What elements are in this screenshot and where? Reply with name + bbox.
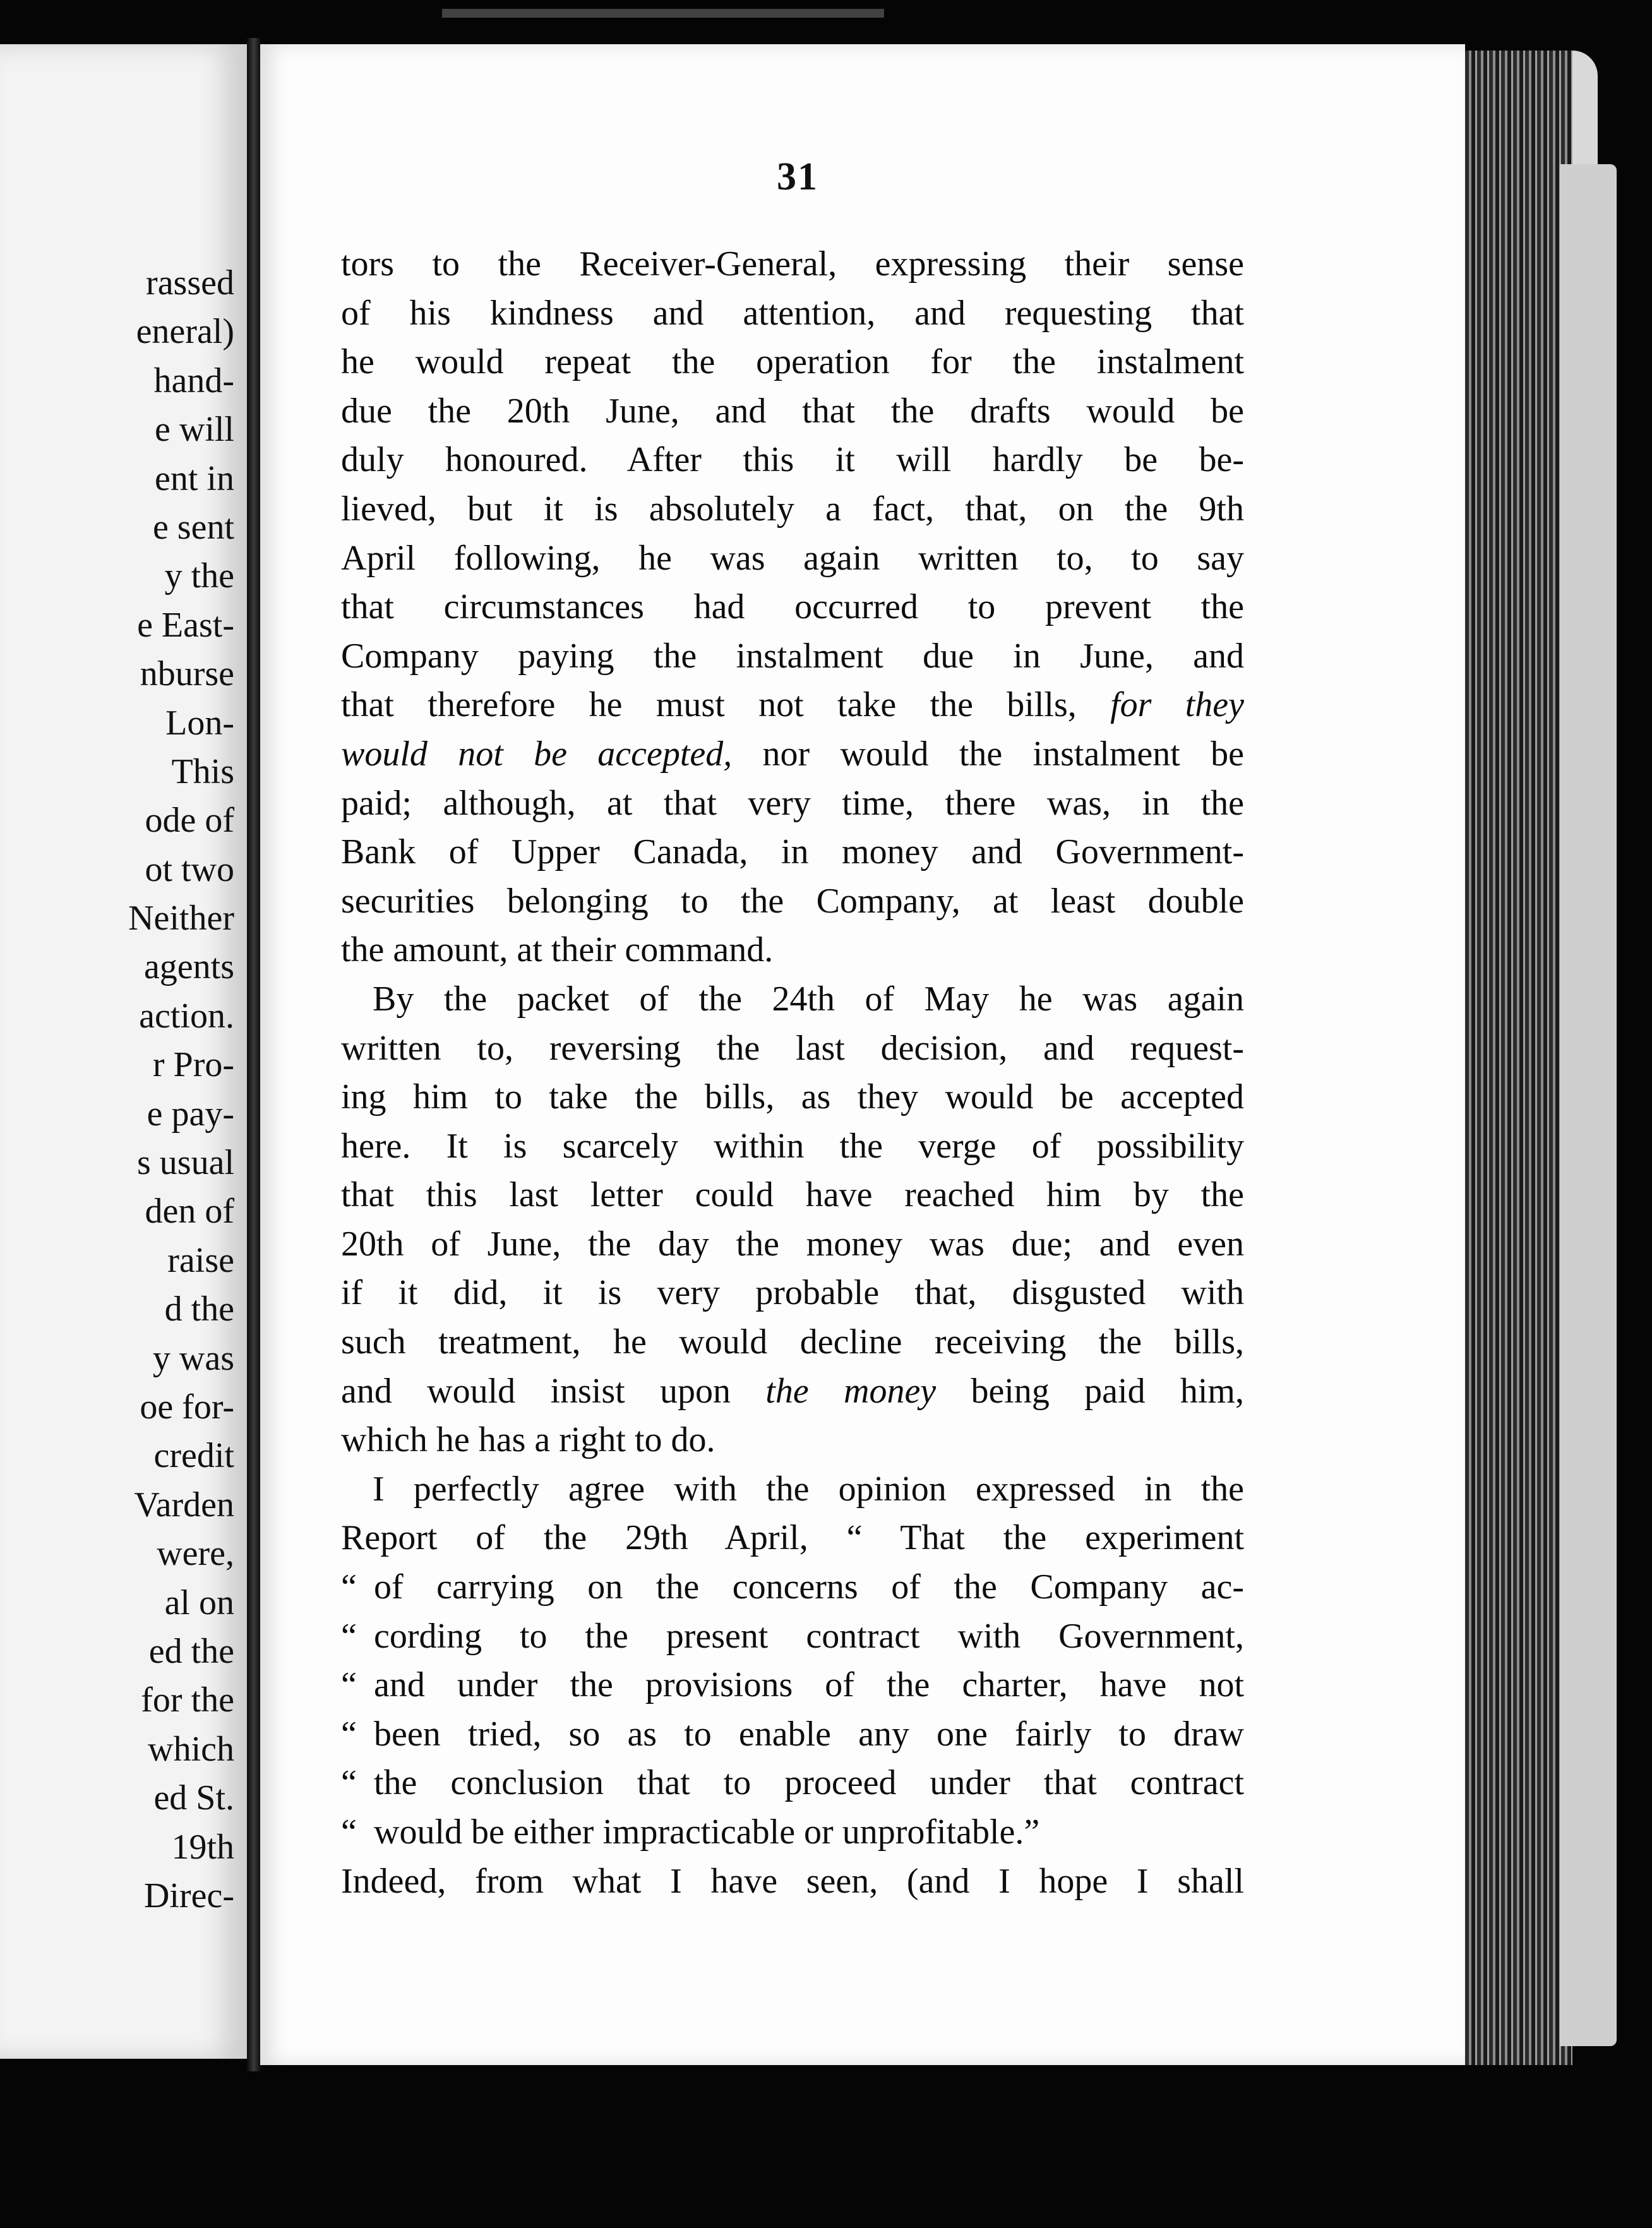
left-line: oe for- [140, 1387, 234, 1427]
text-line: Report of the 29th April, “ That the experiment [341, 1518, 1244, 1558]
text-run: nor would the instalment be [762, 734, 1244, 774]
text-run: that therefore he must not take the bills, [341, 685, 1077, 725]
text-line: duly honoured. After this it will hardly be be- [341, 440, 1244, 480]
left-line: were, [157, 1534, 234, 1574]
page-body-text [341, 240, 1244, 1906]
text-line: that circumstances had occurred to prevent the [341, 587, 1244, 627]
quoted-line: “ of carrying on the concerns of the Company ac- [341, 1563, 1244, 1612]
left-page [0, 44, 247, 2059]
left-line: Direc- [143, 1876, 234, 1915]
text-line: 20th of June, the day the money was due; and even [341, 1224, 1244, 1264]
quoted-line: “ cording to the present contract with Government, [341, 1612, 1244, 1662]
left-line: action. [139, 996, 234, 1036]
quoted-line: “ the conclusion that to proceed under that contract [341, 1759, 1244, 1808]
top-edge-shadow [442, 9, 884, 18]
left-line: d the [164, 1290, 234, 1329]
left-line: e pay- [147, 1094, 234, 1134]
text-line: paid; although, at that very time, there was, in the [341, 783, 1244, 823]
text-line: if it did, it is very probable that, disgusted with [341, 1273, 1244, 1313]
page-number: 31 [777, 155, 818, 198]
text-line: I perfectly agree with the opinion expressed in the [373, 1469, 1244, 1509]
quoted-line: “ been tried, so as to enable any one fairly to draw [341, 1710, 1244, 1759]
left-line: e will [155, 410, 234, 450]
left-line: y the [164, 556, 234, 596]
left-line: nburse [140, 654, 234, 694]
text-line: ing him to take the bills, as they would be accepted [341, 1077, 1244, 1117]
quoted-line: “ would be either impracticable or unprofitable.” [341, 1808, 1244, 1857]
italic-run: the money [765, 1371, 937, 1411]
left-line: raise [167, 1240, 234, 1280]
left-line: e East- [137, 605, 234, 645]
text-line: lieved, but it is absolutely a fact, that, on the 9th [341, 489, 1244, 529]
text-line: he would repeat the operation for the instalment [341, 342, 1244, 382]
left-line: ode of [145, 801, 234, 841]
left-line: den of [145, 1192, 234, 1231]
text-line: Indeed, from what I have seen, (and I hope I shall [341, 1861, 1244, 1901]
book-gutter [247, 38, 261, 2071]
text-run: being paid him, [971, 1371, 1244, 1411]
left-line: ed St. [153, 1778, 234, 1818]
text-line: Bank of Upper Canada, in money and Government- [341, 832, 1244, 872]
left-line: which [148, 1729, 234, 1769]
text-line: that this last letter could have reached him by the [341, 1175, 1244, 1215]
left-line: eneral) [136, 312, 234, 352]
text-line: of his kindness and attention, and requesting that [341, 293, 1244, 333]
text-line [341, 681, 1244, 730]
page-edges [1465, 51, 1572, 2065]
left-line: for the [141, 1680, 234, 1720]
left-line: r Pro- [152, 1045, 234, 1085]
left-line: agents [143, 947, 234, 987]
text-line: due the 20th June, and that the drafts would be [341, 391, 1244, 431]
left-page-text [128, 259, 234, 1920]
left-line: rassed [146, 263, 234, 302]
left-line: al on [164, 1583, 234, 1622]
text-line: tors to the Receiver-General, expressing their sense [341, 244, 1244, 284]
text-line: written to, reversing the last decision, and request- [341, 1028, 1244, 1068]
text-line: securities belonging to the Company, at least double [341, 881, 1244, 921]
left-line: This [171, 752, 234, 791]
text-line: such treatment, he would decline receiving the bills, [341, 1322, 1244, 1362]
italic-run: would not be accepted, [341, 734, 733, 774]
left-line: 19th [171, 1827, 234, 1867]
left-line: Neither [128, 899, 234, 938]
text-line: which he has a right to do. [341, 1420, 715, 1460]
left-line: e sent [152, 507, 234, 547]
text-line: the amount, at their command. [341, 930, 774, 970]
left-line: ot two [145, 849, 234, 889]
text-line [341, 730, 1244, 779]
left-line: Lon- [165, 703, 234, 743]
left-line: s usual [137, 1143, 234, 1183]
left-line: Varden [134, 1485, 234, 1524]
left-line: hand- [153, 361, 234, 400]
left-line: y was [152, 1338, 234, 1378]
text-run: and would insist upon [341, 1371, 731, 1411]
left-line: ed the [148, 1631, 234, 1671]
cover-edge [1560, 164, 1617, 2046]
text-line [341, 1367, 1244, 1416]
left-line: credit [153, 1436, 234, 1476]
text-line: By the packet of the 24th of May he was again [373, 979, 1244, 1019]
text-line: April following, he was again written to, to say [341, 538, 1244, 578]
text-line: Company paying the instalment due in June, and [341, 636, 1244, 676]
quoted-line: “ and under the provisions of the charter, have not [341, 1661, 1244, 1710]
text-line: here. It is scarcely within the verge of possibility [341, 1126, 1244, 1166]
italic-run: for they [1110, 685, 1244, 725]
left-line: ent in [155, 458, 234, 498]
